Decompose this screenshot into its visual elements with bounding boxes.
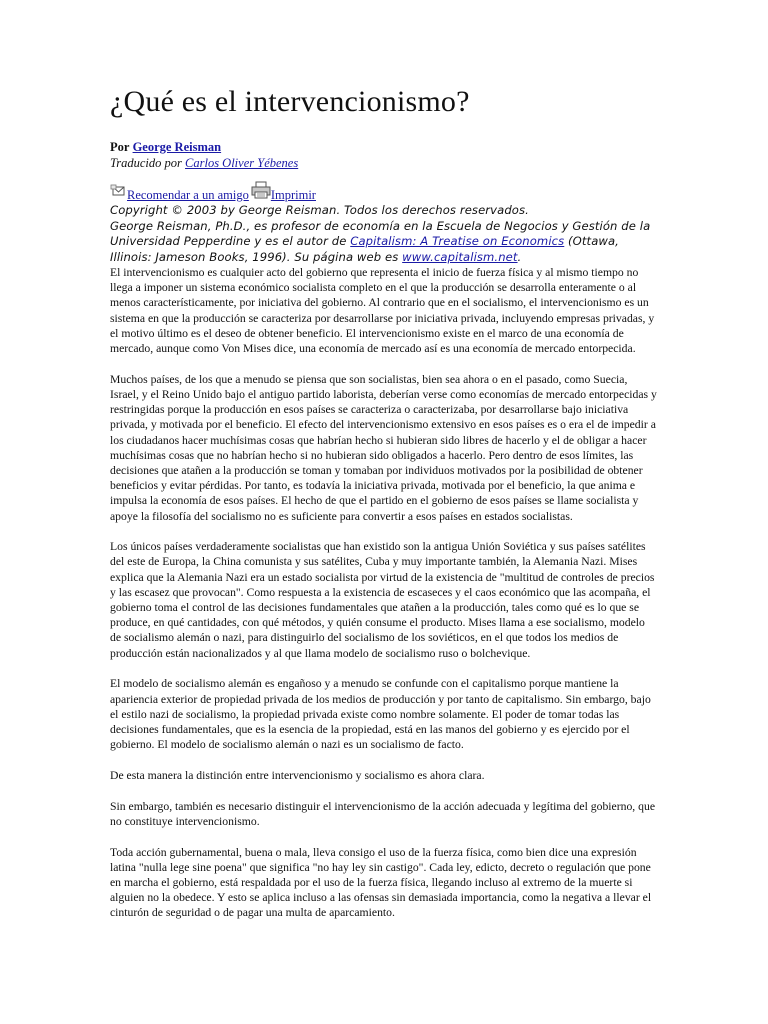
book-link[interactable]: Capitalism: A Treatise on Economics [350, 234, 565, 248]
bio-text: George Reisman, Ph.D., es profesor de economía en la Escuela de Negocios y Gestión de la Universidad Pepperdine y es el autor de [110, 218, 651, 248]
article-actions [110, 183, 658, 203]
website-link[interactable]: www.capitalism.net [402, 249, 518, 264]
translator-line [110, 155, 658, 171]
paragraph: Toda acción gubernamental, buena o mala, lleva consigo el uso de la fuerza física, como bien dice una expresión latina "nulla lege sine poena" que significa "no hay ley sin castigo". Cada ley, edicto, decreto o regulación que pone en marcha el gobierno, está respaldada por el uso de la fuerza física, llegando incluso al extremo de la muerte si alguien no la obedece. Y esto se aplica incluso a las ofensas sin demasiada importancia, como la negativa a llevar el cinturón de seguridad o de pagar una multa de aparcamiento. [110, 845, 652, 920]
translator-link[interactable]: Carlos Oliver Yébenes [185, 156, 299, 170]
byline [110, 139, 658, 155]
print-link[interactable]: Imprimir [270, 188, 316, 202]
printer-icon[interactable] [251, 181, 271, 203]
paragraph: Los únicos países verdaderamente socialistas que han existido son la antigua Unión Soviética y sus países satélites del este de Europa, la China comunista y sus satélites, Cuba y muy importante también, la Alemania Nazi. Mises explica que la Alemania Nazi era un estado socialista por virtud de la existencia de "multitud de controles de precios y las escasez que provocan". Como respuesta a la existencia de escaseces y el caos económico que las acompaña, el gobierno toma el control de las decisiones fundamentales que atañen a la producción, tales como qué es lo que se produce, en qué cantidades, con qué métodos, y quién consume el producto. Mises llama a ese socialismo, modelo de socialismo alemán o nazi, para distinguirlo del socialismo de los soviéticos, en el que todos los medios de producción están nacionalizados y al que llama modelo de socialismo ruso o bolchevique. [110, 540, 655, 660]
recommend-link[interactable]: Recomendar a un amigo [127, 188, 249, 202]
byline-prefix: Por [110, 140, 130, 154]
paragraph: El intervencionismo es cualquier acto del gobierno que representa el inicio de fuerza física y al mismo tiempo no llega a imponer un sistema económico socialista completo en el que la producción se desarrolla enteramente o al menos característicamente, por iniciativa del gobierno. Al contrario que en el socialismo, el intervencionismo es un sistema en que la producción se caracteriza por desarrollarse por iniciativa privada, incluyendo empresas privadas, y el motivo último es el deseo de obtener beneficio. El intervencionismo existe en el marco de una economía de mercado, aunque como Von Mises dice, una economía de mercado así es una economía de mercado entorpecida. [110, 266, 655, 356]
paragraph: El modelo de socialismo alemán es engañoso y a menudo se confunde con el capitalismo porque mantiene la apariencia exterior de propiedad privada de los medios de producción y por tanto de capitalismo. Sin embargo, bajo el estilo nazi de socialismo, la propiedad privada existe como nombre solamente. El poder de tomar todas las decisiones fundamentales, que es la esencia de la propiedad, está en las manos del gobierno y es ejercido por el gobierno. El modelo de socialismo alemán o nazi es un socialismo de facto. [110, 677, 651, 752]
author-bio [110, 219, 658, 266]
article-title: ¿Qué es el intervencionismo? [110, 85, 470, 118]
article [110, 82, 658, 936]
paragraph: Muchos países, de los que a menudo se piensa que son socialistas, bien sea ahora o en el pasado, como Suecia, Israel, y el Reino Unido bajo el antiguo partido laborista, deberían verse como economías de mercado entorpecidas y restringidas porque la producción en esos países se caracteriza o caracterizaba, por desarrollarse bajo iniciativa privada, y motivada por el beneficio. El efecto del intervencionismo extensivo en esos países es o era el de impedir a los ciudadanos hacer muchísimas cosas que habrían hecho si hubieran sido libres de hacerlo y el de obligar a hacer muchísimas cosas que no habrían hecho si no hubieran sido obligados a hacerlo. Pero dentro de esos límites, las decisiones que atañen a la producción se toman y tomaban por individuos motivados por la posibilidad de obtener beneficios y evitar pérdidas. Por tanto, es todavía la iniciativa privada, motivada por el beneficio, la que anima e impulsa la economía de esos países. El hecho de que el partido en el gobierno de esos países se llame socialista y apoye la filosofía del socialismo no es suficiente para convertir a esos países en estados socialistas. [110, 372, 657, 523]
paragraph: De esta manera la distinción entre intervencionismo y socialismo es ahora clara. [110, 768, 485, 782]
translator-prefix: Traducido por [110, 156, 182, 170]
article-body [110, 265, 658, 921]
author-link[interactable]: George Reisman [132, 140, 222, 154]
copyright-notice: Copyright © 2003 by George Reisman. Todos los derechos reservados. [110, 203, 529, 217]
paragraph: Sin embargo, también es necesario distinguir el intervencionismo de la acción adecuada y legítima del gobierno, que no constituye intervencionismo. [110, 799, 656, 828]
bio-text-end: . [517, 249, 522, 264]
bio-text-middle: (Ottawa, Illinois: Jameson Books, 1996). Su página web es [110, 234, 619, 264]
envelope-icon[interactable] [110, 184, 127, 203]
